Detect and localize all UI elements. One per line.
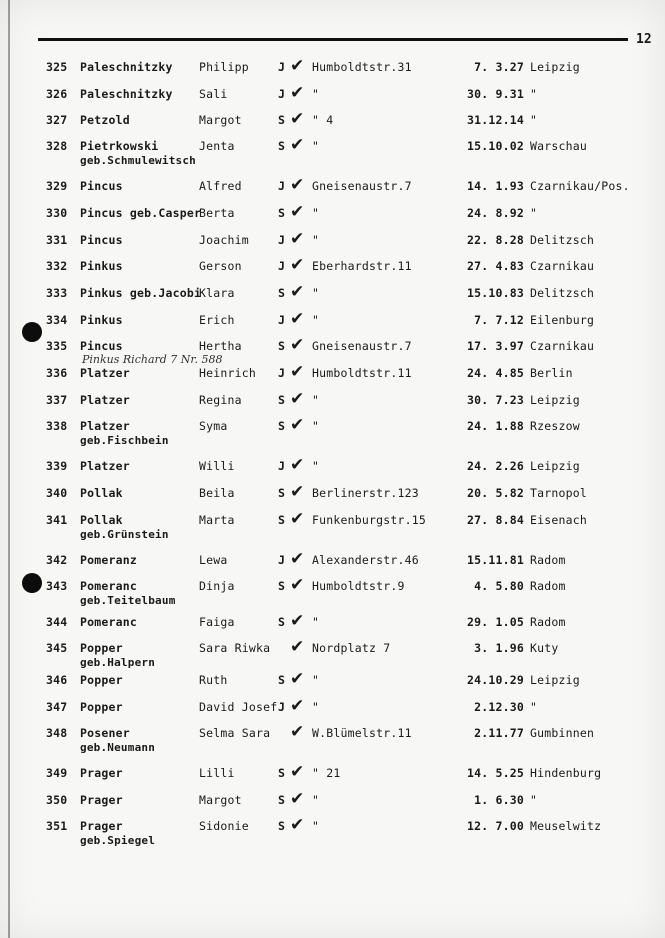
entry-city: ": [530, 793, 538, 807]
entry-given-name: Sara Riwka: [199, 641, 271, 655]
entry-code: J: [278, 60, 286, 74]
entry-date: 24. 4.85: [467, 366, 524, 380]
entry-address: " 21: [312, 766, 341, 780]
surname-line: Posener: [80, 726, 130, 740]
entry-given-name: Marta: [199, 513, 235, 527]
surname-line: Pietrkowski: [80, 139, 159, 153]
entry-code: S: [278, 419, 286, 433]
entry-number: 343: [46, 579, 68, 593]
entry-number: 327: [46, 113, 68, 127]
entry-surname: [80, 641, 155, 669]
surname-line: Pincus geb.Casper: [80, 206, 202, 220]
entry-code: J: [278, 259, 286, 273]
entry-date: 3. 1.96: [474, 641, 524, 655]
entry-number: 338: [46, 419, 68, 433]
entry-given-name: Selma Sara: [199, 726, 271, 740]
entry-address: Funkenburgstr.15: [312, 513, 426, 527]
entry-given-name: Philipp: [199, 60, 249, 74]
entry-given-name: Alfred: [199, 179, 242, 193]
maiden-name-line: geb.Spiegel: [80, 834, 156, 847]
entry-address: ": [312, 819, 320, 833]
entry-surname: [80, 819, 155, 847]
entry-city: ": [530, 700, 538, 714]
entry-given-name: Dinja: [199, 579, 235, 593]
checkmark-icon: ✔: [290, 362, 305, 382]
checkmark-icon: ✔: [290, 255, 305, 275]
entry-address: ": [312, 673, 320, 687]
entry-number: 332: [46, 259, 68, 273]
entry-number: 349: [46, 766, 68, 780]
entry-date: 24. 1.88: [467, 419, 524, 433]
entry-date: 31.12.14: [467, 113, 524, 127]
entry-given-name: Heinrich: [199, 366, 256, 380]
checkmark-icon: ✔: [290, 509, 305, 529]
entry-address: ": [312, 313, 320, 327]
entry-city: Radom: [530, 579, 566, 593]
entry-city: ": [530, 87, 538, 101]
entry-code: S: [278, 819, 286, 833]
entry-address: Eberhardstr.11: [312, 259, 412, 273]
surname-line: Pomeranc: [80, 579, 137, 593]
entry-given-name: Sidonie: [199, 819, 249, 833]
entry-surname: [80, 139, 196, 167]
entry-city: Tarnopol: [530, 486, 587, 500]
maiden-name-line: geb.Schmulewitsch: [80, 154, 196, 167]
surname-line: Paleschnitzky: [80, 60, 173, 74]
entry-given-name: Margot: [199, 113, 242, 127]
entry-number: 348: [46, 726, 68, 740]
entry-date: 24.10.29: [467, 673, 524, 687]
entry-address: ": [312, 700, 320, 714]
entry-number: 344: [46, 615, 68, 629]
entry-number: 350: [46, 793, 68, 807]
checkmark-icon: ✔: [290, 109, 305, 129]
entry-city: Leipzig: [530, 459, 580, 473]
surname-line: Paleschnitzky: [80, 87, 173, 101]
surname-line: Popper: [80, 700, 123, 714]
surname-line: Platzer: [80, 419, 130, 433]
entry-given-name: Lilli: [199, 766, 235, 780]
entry-city: Delitzsch: [530, 233, 595, 247]
entry-number: 335: [46, 339, 68, 353]
entry-code: J: [278, 233, 286, 247]
entry-number: 336: [46, 366, 68, 380]
entry-date: 22. 8.28: [467, 233, 524, 247]
checkmark-icon: ✔: [290, 389, 305, 409]
entry-surname: [80, 700, 123, 714]
entry-date: 30. 9.31: [467, 87, 524, 101]
entry-code: S: [278, 673, 286, 687]
entry-number: 339: [46, 459, 68, 473]
page-number: 12: [636, 32, 652, 47]
maiden-name-line: geb.Neumann: [80, 741, 156, 754]
entry-surname: [80, 339, 123, 353]
entry-date: 27. 8.84: [467, 513, 524, 527]
entry-date: 14. 1.93: [467, 179, 524, 193]
entry-surname: [80, 286, 201, 300]
surname-line: Pollak: [80, 486, 123, 500]
entry-given-name: Erich: [199, 313, 235, 327]
entry-surname: [80, 60, 173, 74]
entry-surname: [80, 486, 123, 500]
entry-number: 337: [46, 393, 68, 407]
entry-given-name: Margot: [199, 793, 242, 807]
entry-number: 340: [46, 486, 68, 500]
entry-city: Czarnikau: [530, 339, 595, 353]
entry-code: J: [278, 179, 286, 193]
checkmark-icon: ✔: [290, 309, 305, 329]
entry-code: S: [278, 339, 286, 353]
register-entry: [0, 575, 665, 613]
entry-code: S: [278, 766, 286, 780]
entry-surname: [80, 393, 130, 407]
entry-city: Berlin: [530, 366, 573, 380]
entry-address: ": [312, 206, 320, 220]
entry-number: 329: [46, 179, 68, 193]
entry-code: S: [278, 793, 286, 807]
entry-city: Warschau: [530, 139, 587, 153]
surname-line: Pollak: [80, 513, 123, 527]
entry-surname: [80, 87, 173, 101]
checkmark-icon: ✔: [290, 669, 305, 689]
entry-city: Radom: [530, 615, 566, 629]
entry-given-name: Sali: [199, 87, 228, 101]
entry-date: 1. 6.30: [474, 793, 524, 807]
entry-date: 27. 4.83: [467, 259, 524, 273]
entry-date: 20. 5.82: [467, 486, 524, 500]
entry-date: 24. 2.26: [467, 459, 524, 473]
entry-city: Rzeszow: [530, 419, 580, 433]
checkmark-icon: ✔: [290, 175, 305, 195]
entry-address: ": [312, 139, 320, 153]
maiden-name-line: geb.Halpern: [80, 656, 156, 669]
entry-address: ": [312, 286, 320, 300]
checkmark-icon: ✔: [290, 575, 305, 595]
entry-date: 2.12.30: [474, 700, 524, 714]
surname-line: Pinkus: [80, 313, 123, 327]
entry-code: J: [278, 313, 286, 327]
handwritten-annotation: Pinkus Richard 7 Nr. 588: [82, 353, 223, 366]
entry-address: ": [312, 393, 320, 407]
entry-address: Gneisenaustr.7: [312, 339, 412, 353]
entry-given-name: Regina: [199, 393, 242, 407]
entry-number: 333: [46, 286, 68, 300]
checkmark-icon: ✔: [290, 415, 305, 435]
entry-code: J: [278, 459, 286, 473]
entry-given-name: David Josef: [199, 700, 278, 714]
entry-date: 15.11.81: [467, 553, 524, 567]
entry-city: Meuselwitz: [530, 819, 602, 833]
checkmark-icon: ✔: [290, 56, 305, 76]
checkmark-icon: ✔: [290, 762, 305, 782]
entry-address: ": [312, 233, 320, 247]
checkmark-icon: ✔: [290, 815, 305, 835]
entry-address: Humboldtstr.9: [312, 579, 405, 593]
entry-code: S: [278, 513, 286, 527]
entry-address: ": [312, 615, 320, 629]
entry-date: 14. 5.25: [467, 766, 524, 780]
entry-address: W.Blümelstr.11: [312, 726, 412, 740]
checkmark-icon: ✔: [290, 202, 305, 222]
entry-city: Radom: [530, 553, 566, 567]
entry-date: 30. 7.23: [467, 393, 524, 407]
surname-line: Petzold: [80, 113, 130, 127]
checkmark-icon: ✔: [290, 335, 305, 355]
checkmark-icon: ✔: [290, 135, 305, 155]
entry-code: S: [278, 579, 286, 593]
entry-surname: [80, 726, 155, 754]
entry-date: 7. 3.27: [474, 60, 524, 74]
entry-date: 4. 5.80: [474, 579, 524, 593]
surname-line: Pomeranc: [80, 615, 137, 629]
header-rule: [38, 38, 628, 41]
entry-address: Humboldtstr.31: [312, 60, 412, 74]
entry-given-name: Faiga: [199, 615, 235, 629]
entry-code: S: [278, 486, 286, 500]
checkmark-icon: ✔: [290, 282, 305, 302]
register-entry: [0, 509, 665, 547]
entry-date: 17. 3.97: [467, 339, 524, 353]
surname-line: Pincus: [80, 233, 123, 247]
entry-number: 342: [46, 553, 68, 567]
surname-line: Platzer: [80, 393, 130, 407]
entry-number: 341: [46, 513, 68, 527]
surname-line: Pincus: [80, 179, 123, 193]
surname-line: Pomeranz: [80, 553, 137, 567]
entry-city: ": [530, 206, 538, 220]
entry-city: Leipzig: [530, 60, 580, 74]
entry-code: J: [278, 366, 286, 380]
entry-address: Alexanderstr.46: [312, 553, 419, 567]
entry-surname: [80, 179, 123, 193]
checkmark-icon: ✔: [290, 549, 305, 569]
entry-city: Czarnikau: [530, 259, 595, 273]
entry-number: 331: [46, 233, 68, 247]
checkmark-icon: ✔: [290, 637, 305, 657]
surname-line: Pincus: [80, 339, 123, 353]
surname-line: Pinkus geb.Jacobi: [80, 286, 202, 300]
entry-given-name: Joachim: [199, 233, 249, 247]
entry-address: ": [312, 87, 320, 101]
entry-address: ": [312, 793, 320, 807]
maiden-name-line: geb.Teitelbaum: [80, 594, 176, 607]
entry-city: Eilenburg: [530, 313, 595, 327]
entry-given-name: Jenta: [199, 139, 235, 153]
entry-surname: [80, 579, 176, 607]
entry-surname: [80, 673, 123, 687]
checkmark-icon: ✔: [290, 696, 305, 716]
entry-code: S: [278, 393, 286, 407]
checkmark-icon: ✔: [290, 83, 305, 103]
entry-address: Gneisenaustr.7: [312, 179, 412, 193]
entry-number: 330: [46, 206, 68, 220]
entry-code: S: [278, 615, 286, 629]
entry-number: 345: [46, 641, 68, 655]
entry-date: 12. 7.00: [467, 819, 524, 833]
entry-address: Humboldtstr.11: [312, 366, 412, 380]
entry-city: Delitzsch: [530, 286, 595, 300]
entry-surname: [80, 793, 123, 807]
checkmark-icon: ✔: [290, 722, 305, 742]
checkmark-icon: ✔: [290, 611, 305, 631]
entry-surname: [80, 553, 137, 567]
surname-line: Prager: [80, 793, 123, 807]
surname-line: Platzer: [80, 366, 130, 380]
entry-surname: [80, 366, 130, 380]
maiden-name-line: geb.Grünstein: [80, 528, 169, 541]
checkmark-icon: ✔: [290, 229, 305, 249]
entry-code: J: [278, 87, 286, 101]
entry-date: 7. 7.12: [474, 313, 524, 327]
entry-given-name: Hertha: [199, 339, 242, 353]
entry-number: 328: [46, 139, 68, 153]
entry-code: S: [278, 113, 286, 127]
entry-number: 326: [46, 87, 68, 101]
entry-city: Eisenach: [530, 513, 587, 527]
surname-line: Popper: [80, 641, 123, 655]
entry-city: Kuty: [530, 641, 559, 655]
entry-address: " 4: [312, 113, 334, 127]
entry-number: 346: [46, 673, 68, 687]
register-entry: [0, 637, 665, 675]
entry-date: 15.10.02: [467, 139, 524, 153]
entry-given-name: Lewa: [199, 553, 228, 567]
entry-surname: [80, 419, 169, 447]
entry-city: Leipzig: [530, 673, 580, 687]
entry-code: S: [278, 286, 286, 300]
entry-number: 351: [46, 819, 68, 833]
entry-given-name: Berta: [199, 206, 235, 220]
entry-surname: [80, 513, 169, 541]
entry-given-name: Gerson: [199, 259, 242, 273]
entry-given-name: Ruth: [199, 673, 228, 687]
entry-given-name: Syma: [199, 419, 228, 433]
entry-code: J: [278, 553, 286, 567]
entry-surname: [80, 233, 123, 247]
entry-code: J: [278, 700, 286, 714]
entry-code: S: [278, 206, 286, 220]
entry-number: 347: [46, 700, 68, 714]
surname-line: Pinkus: [80, 259, 123, 273]
entry-number: 325: [46, 60, 68, 74]
entry-address: Berlinerstr.123: [312, 486, 419, 500]
entry-surname: [80, 459, 130, 473]
surname-line: Popper: [80, 673, 123, 687]
entry-surname: [80, 113, 130, 127]
checkmark-icon: ✔: [290, 789, 305, 809]
surname-line: Prager: [80, 819, 123, 833]
surname-line: Prager: [80, 766, 123, 780]
entry-given-name: Willi: [199, 459, 235, 473]
entry-date: 24. 8.92: [467, 206, 524, 220]
entry-address: Nordplatz 7: [312, 641, 391, 655]
entry-address: ": [312, 419, 320, 433]
register-entry: [0, 415, 665, 453]
entry-city: Gumbinnen: [530, 726, 595, 740]
register-entry: [0, 815, 665, 853]
entry-code: S: [278, 139, 286, 153]
surname-line: Platzer: [80, 459, 130, 473]
register-entry: [0, 722, 665, 760]
entry-given-name: Beila: [199, 486, 235, 500]
register-entry: [0, 135, 665, 173]
entry-city: Czarnikau/Pos.: [530, 179, 630, 193]
entry-surname: [80, 259, 123, 273]
entry-city: ": [530, 113, 538, 127]
entry-surname: [80, 206, 201, 220]
entry-city: Leipzig: [530, 393, 580, 407]
entry-city: Hindenburg: [530, 766, 602, 780]
entry-date: 29. 1.05: [467, 615, 524, 629]
maiden-name-line: geb.Fischbein: [80, 434, 169, 447]
entry-surname: [80, 766, 123, 780]
checkmark-icon: ✔: [290, 482, 305, 502]
entry-surname: [80, 615, 137, 629]
entry-date: 2.11.77: [474, 726, 524, 740]
entry-given-name: Klara: [199, 286, 235, 300]
entry-address: ": [312, 459, 320, 473]
entry-date: 15.10.83: [467, 286, 524, 300]
entry-number: 334: [46, 313, 68, 327]
checkmark-icon: ✔: [290, 455, 305, 475]
entry-surname: [80, 313, 123, 327]
